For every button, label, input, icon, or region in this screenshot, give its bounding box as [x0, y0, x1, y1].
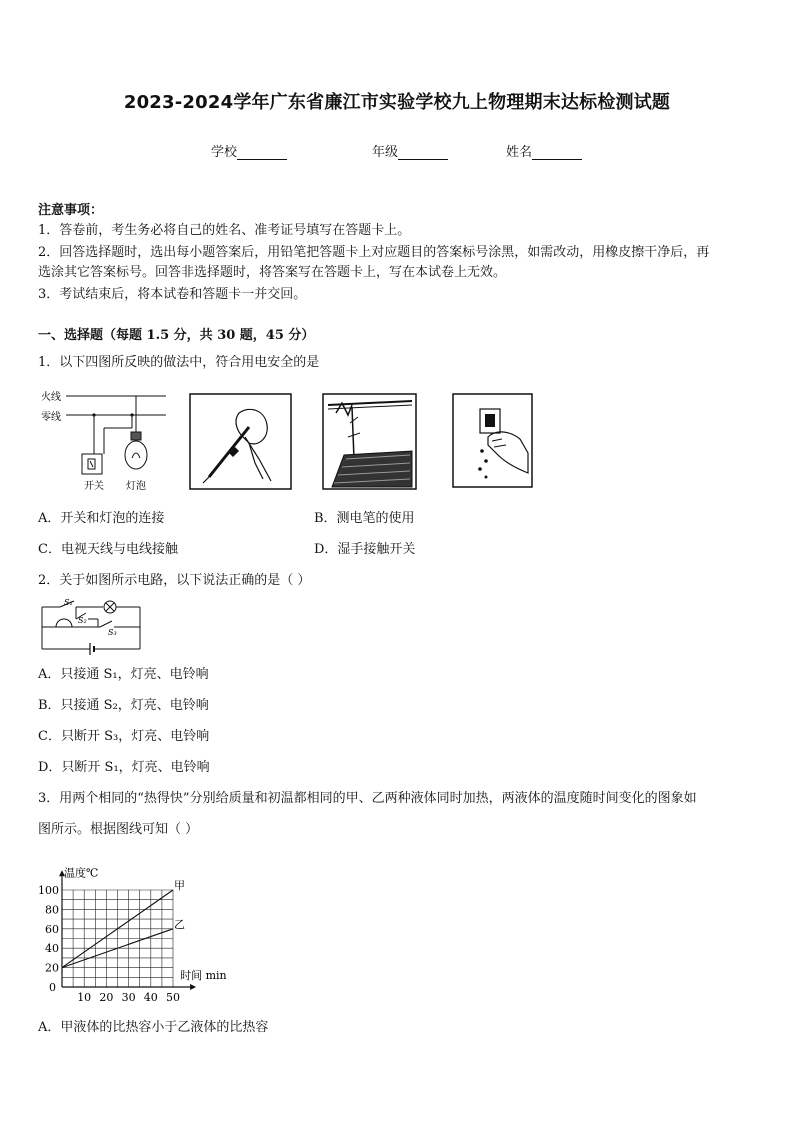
x-axis-label: 时间 min — [180, 969, 227, 982]
q2-stem: 2．关于如图所示电路，以下说法正确的是（ ） — [38, 573, 311, 588]
roof-icon — [332, 451, 412, 487]
series-label-2: 乙 — [174, 917, 185, 931]
bulb-icon — [125, 441, 147, 469]
q2-option-b[interactable]: B．只接通 S₂，灯亮、电铃响 — [38, 698, 209, 713]
origin-label: 0 — [49, 981, 56, 994]
q1-option-b[interactable]: B．测电笔的使用 — [314, 511, 415, 526]
y-tick-label: 40 — [45, 942, 59, 956]
bulb-socket — [131, 432, 141, 440]
notice-item-2-line2: 选涂其它答案标号。回答非选择题时，将答案写在答题卡上，写在本试卷上无效。 — [38, 265, 507, 280]
q1-wet-hand-figure — [452, 393, 534, 489]
x-tick-label: 30 — [121, 991, 136, 1004]
q3-stem-line2: 图所示。根据图线可知（ ） — [38, 822, 199, 837]
series-label-1: 甲 — [174, 879, 185, 892]
y-tick-label: 80 — [45, 903, 59, 917]
wet-hand-icon — [488, 432, 528, 473]
switch-label: 开关 — [84, 481, 104, 492]
y-tick-label: 20 — [45, 961, 59, 975]
q1-option-c[interactable]: C．电视天线与电线接触 — [38, 542, 178, 557]
q1-wiring-figure — [38, 388, 170, 496]
q2-option-a[interactable]: A．只接通 S₁，灯亮、电铃响 — [38, 667, 209, 682]
q2-option-c[interactable]: C．只断开 S₃，灯亮、电铃响 — [38, 729, 210, 744]
q2-option-d[interactable]: D．只断开 S₁，灯亮、电铃响 — [38, 760, 210, 775]
q1-antenna-figure — [322, 393, 418, 491]
q3-option-a[interactable]: A．甲液体的比热容小于乙液体的比热容 — [38, 1020, 269, 1035]
s2-label: S₂ — [78, 616, 87, 625]
page-title: 2023-2024学年广东省廉江市实验学校九上物理期末达标检测试题 — [123, 92, 671, 113]
x-tick-label: 20 — [99, 991, 114, 1004]
test-pen-icon — [209, 427, 249, 477]
grade-label: 年级 — [372, 145, 399, 160]
q1-stem: 1．以下四图所反映的做法中，符合用电安全的是 — [38, 355, 320, 370]
bulb-label: 灯泡 — [126, 481, 146, 492]
x-tick-label: 10 — [77, 991, 92, 1004]
neutral-line-label: 零线 — [41, 412, 61, 423]
section-heading: 一、选择题（每题 1.5 分，共 30 题，45 分） — [38, 328, 315, 343]
y-axis-label: 温度℃ — [64, 866, 99, 880]
s3-label: S₃ — [108, 628, 117, 637]
q1-option-d[interactable]: D．湿手接触开关 — [314, 542, 416, 557]
q3-stem-line1: 3．用两个相同的“热得快”分别给质量和初温都相同的甲、乙两种液体同时加热，两液体的温度随时间变化的图象如 — [38, 791, 697, 806]
y-tick-label: 100 — [38, 884, 59, 897]
x-tick-label: 40 — [143, 991, 158, 1004]
y-tick-label: 60 — [45, 922, 59, 936]
school-label: 学校 — [211, 145, 238, 160]
q2-circuit-diagram — [38, 597, 150, 657]
x-axis-arrow — [190, 984, 196, 990]
notice-heading: 注意事项： — [38, 203, 104, 218]
notice-item-3: 3．考试结束后，将本试卷和答题卡一并交回。 — [38, 287, 307, 302]
s1-label: S₁ — [64, 598, 73, 607]
notice-item-2-line1: 2．回答选择题时，选出每小题答案后，用铅笔把答题卡上对应题目的答案标号涂黑，如需改动，用橡皮擦干净后，再 — [38, 245, 710, 260]
q3-temperature-chart — [30, 852, 250, 1004]
school-field[interactable] — [211, 141, 287, 160]
fire-line-label: 火线 — [41, 392, 61, 403]
grade-field[interactable] — [372, 141, 448, 160]
name-field[interactable] — [506, 141, 582, 160]
notice-item-1: 1．答卷前，考生务必将自己的姓名、准考证号填写在答题卡上。 — [38, 223, 411, 238]
q1-test-pen-figure — [189, 393, 293, 491]
bell-icon — [56, 619, 72, 627]
q1-option-a[interactable]: A．开关和灯泡的连接 — [38, 511, 165, 526]
x-tick-label: 50 — [166, 991, 180, 1004]
switch-s3-icon — [100, 621, 112, 627]
name-label: 姓名 — [506, 145, 533, 160]
